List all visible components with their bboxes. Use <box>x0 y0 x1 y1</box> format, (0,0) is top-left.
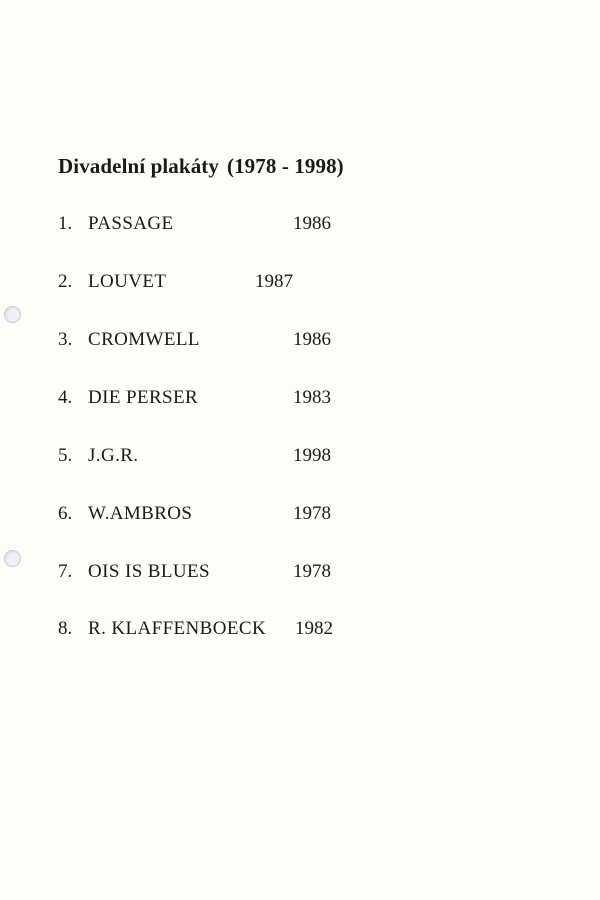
punch-hole-top <box>4 306 21 323</box>
item-name: R. KLAFFENBOECK <box>88 618 267 639</box>
item-number: 5. <box>58 445 73 466</box>
punch-hole-bottom <box>4 550 21 567</box>
item-number: 1. <box>58 213 73 234</box>
item-name: OIS IS BLUES <box>88 561 210 582</box>
item-name: J.G.R. <box>88 445 139 466</box>
item-number: 2. <box>58 271 73 292</box>
page-title <box>58 154 344 179</box>
item-number: 8. <box>58 618 73 639</box>
item-name: CROMWELL <box>88 329 200 350</box>
item-year: 1978 <box>293 561 331 582</box>
item-year: 1998 <box>293 445 331 466</box>
item-number: 4. <box>58 387 73 408</box>
title-years: (1978 - 1998) <box>226 154 344 178</box>
item-year: 1982 <box>295 618 333 639</box>
item-year: 1986 <box>293 329 331 350</box>
item-year: 1983 <box>293 387 331 408</box>
item-year: 1978 <box>293 503 331 524</box>
title-text: Divadelní plakáty <box>58 154 219 178</box>
item-number: 6. <box>58 503 73 524</box>
item-name: W.AMBROS <box>88 503 193 524</box>
item-year: 1987 <box>255 271 293 292</box>
item-number: 3. <box>58 329 73 350</box>
item-name: DIE PERSER <box>88 387 199 408</box>
item-name: LOUVET <box>88 271 167 292</box>
item-name: PASSAGE <box>88 213 174 234</box>
item-year: 1986 <box>293 213 331 234</box>
item-number: 7. <box>58 561 73 582</box>
